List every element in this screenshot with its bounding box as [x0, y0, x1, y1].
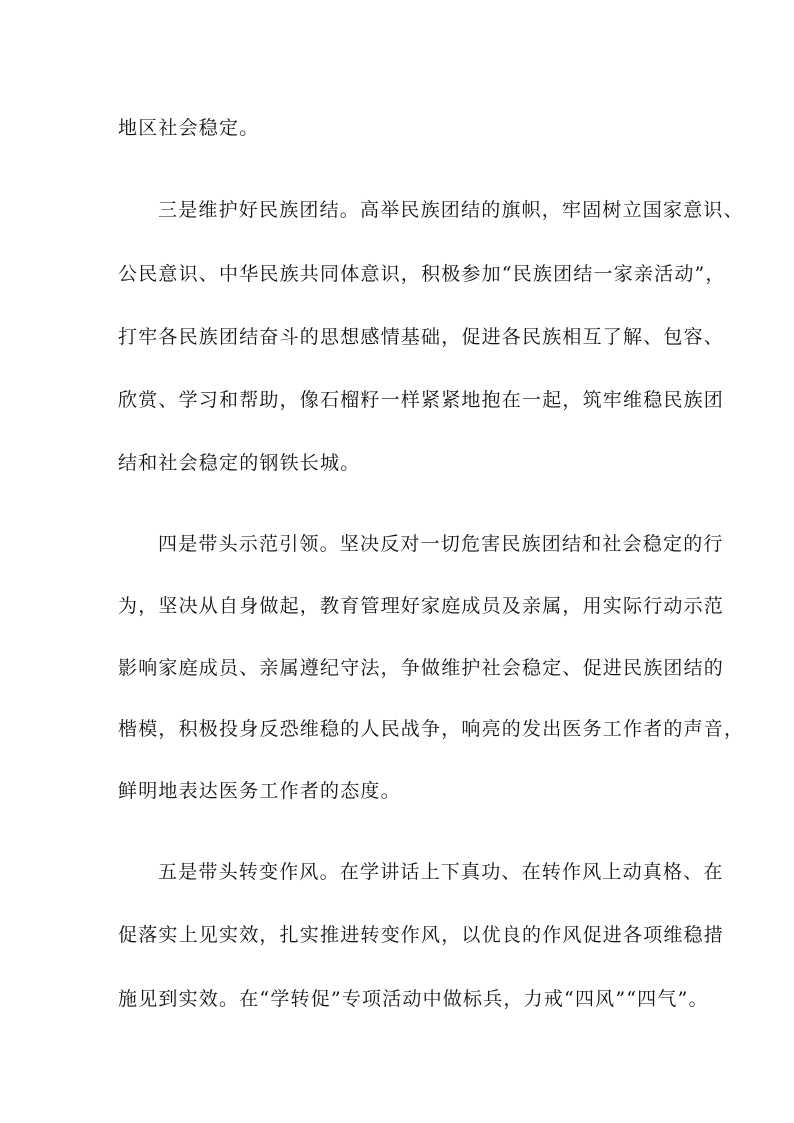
- paragraph-line: 公民意识、中华民族共同体意识，积极参加“民族团结一家亲活动”，: [118, 263, 726, 285]
- paragraph-line: 欣赏、学习和帮助，像石榴籽一样紧紧地抱在一起，筑牢维稳民族团: [118, 389, 725, 411]
- paragraph-line: 四是带头示范引领。坚决反对一切危害民族团结和社会稳定的行: [158, 533, 724, 555]
- paragraph-line: 鲜明地表达医务工作者的态度。: [118, 780, 401, 802]
- paragraph-line: 施见到实效。在“学转促”专项活动中做标兵，力戒“四风”“四气”。: [118, 988, 709, 1010]
- paragraph-line: 促落实上见实效，扎实推进转变作风，以优良的作风促进各项维稳措: [118, 924, 725, 946]
- paragraph-line: 五是带头转变作风。在学讲话上下真功、在转作风上动真格、在: [158, 861, 724, 883]
- paragraph-line: 地区社会稳定。: [118, 117, 260, 139]
- paragraph-line: 楷模，积极投身反恐维稳的人民战争，响亮的发出医务工作者的声音，: [118, 718, 745, 740]
- paragraph-line: 三是维护好民族团结。高举民族团结的旗帜，牢固树立国家意识、: [158, 199, 744, 221]
- paragraph-line: 为，坚决从自身做起，教育管理好家庭成员及亲属，用实际行动示范: [118, 595, 725, 617]
- paragraph-line: 打牢各民族团结奋斗的思想感情基础，促进各民族相互了解、包容、: [118, 326, 725, 348]
- paragraph-line: 影响家庭成员、亲属遵纪守法，争做维护社会稳定、促进民族团结的: [118, 657, 725, 679]
- paragraph-line: 结和社会稳定的钢铁长城。: [118, 452, 361, 474]
